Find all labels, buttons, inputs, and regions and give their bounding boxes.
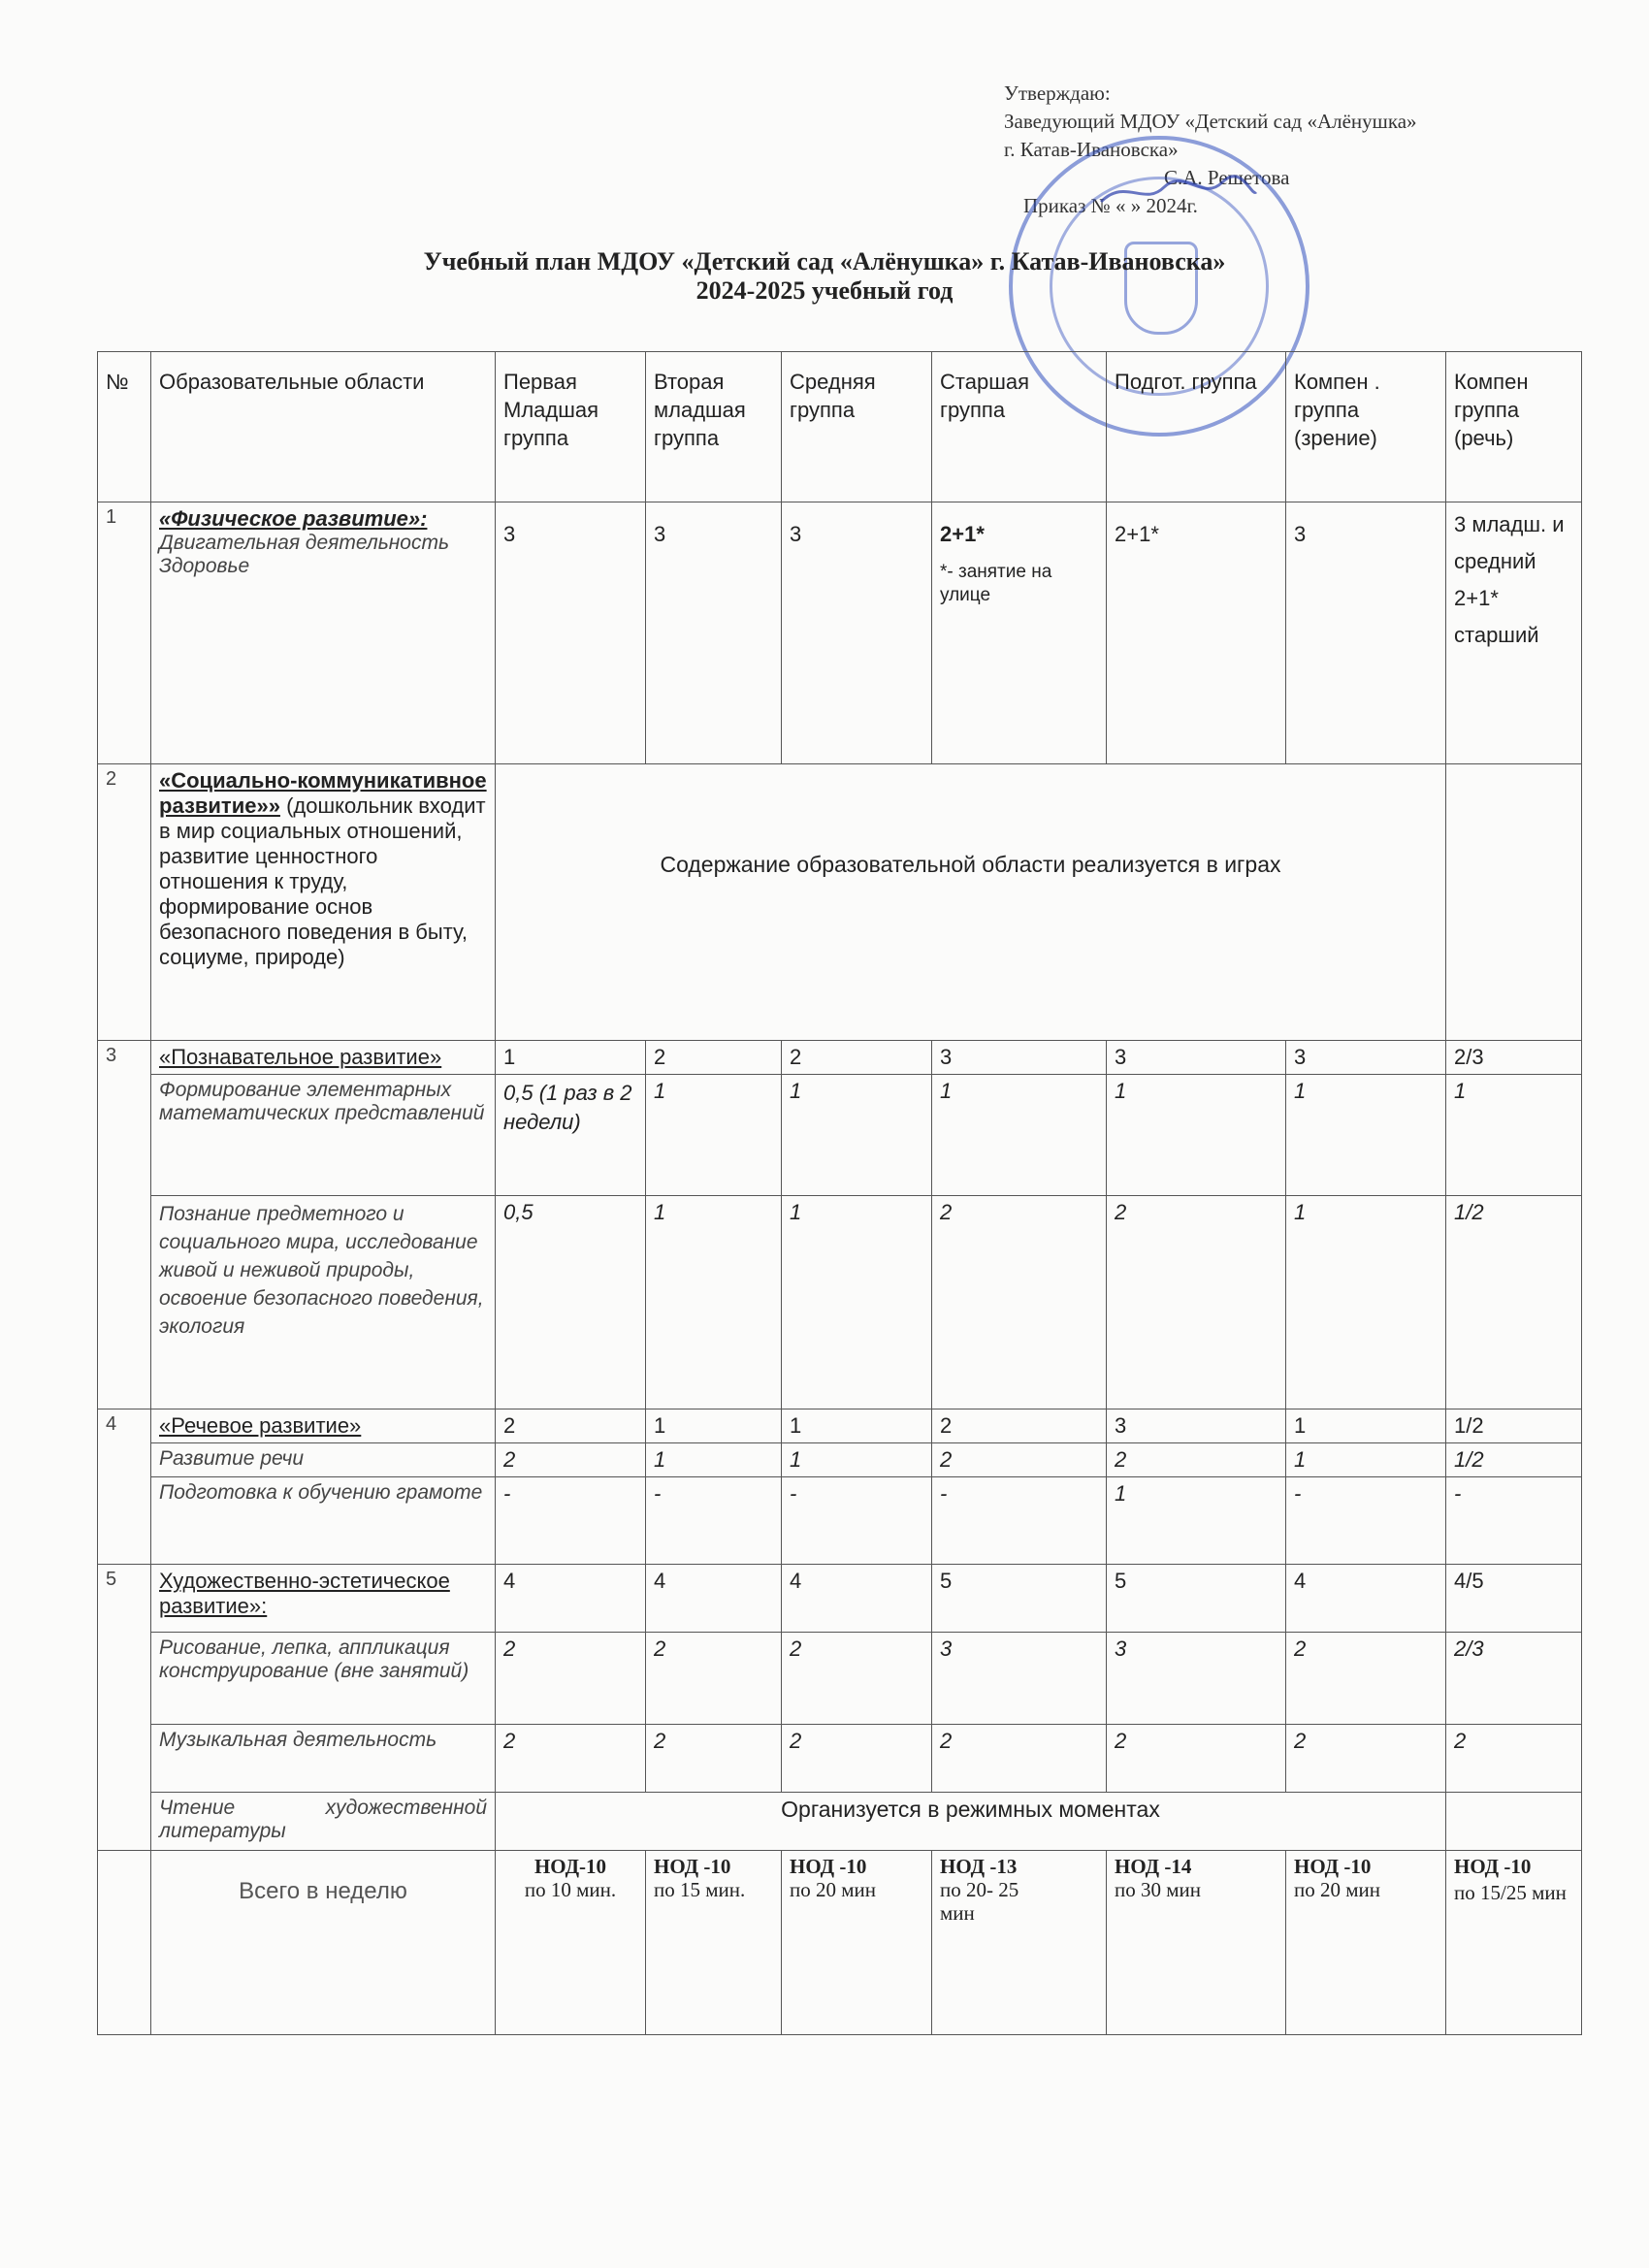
subarea-label: Познание предметного и социального мира, исследование живой и неживой природы, освоение безопасного поведения, экология [151, 1196, 496, 1409]
value-cell: 1 [646, 1443, 782, 1477]
nod-duration: по 15 мин. [654, 1878, 746, 1901]
row-speech-literacy [98, 1477, 1582, 1565]
nod-count: НОД -10 [1454, 1855, 1532, 1878]
value-cell: 3 [932, 1041, 1107, 1075]
row-number: 3 [98, 1041, 151, 1409]
value-cell: 2 [646, 1633, 782, 1725]
value-cell: 3 [1286, 1041, 1446, 1075]
header-group-6: Компен . группа (зрение) [1286, 352, 1446, 502]
value-cell: 3 младш. и средний 2+1* старший [1446, 502, 1582, 764]
subarea-label: Рисование, лепка, аппликация конструирование (вне занятий) [151, 1633, 496, 1725]
value-cell: 5 [1107, 1565, 1286, 1633]
nod-count: НОД -14 [1115, 1855, 1192, 1878]
value-cell: 2 [932, 1196, 1107, 1409]
value-cell: 3 [1107, 1633, 1286, 1725]
approval-line-2: Заведующий МДОУ «Детский сад «Алёнушка» [1004, 110, 1417, 133]
value-cell: 5 [932, 1565, 1107, 1633]
row-cognitive-world [98, 1196, 1582, 1409]
subarea-label: Формирование элементарных математических представлений [151, 1075, 496, 1196]
subarea-label: Подготовка к обучению грамоте [151, 1477, 496, 1565]
value-cell: - [1286, 1477, 1446, 1565]
value-cell: 1 [1107, 1477, 1286, 1565]
nod-count: НОД-10 [534, 1855, 607, 1878]
nod-count: НОД -10 [790, 1855, 867, 1878]
value-cell: 2 [1286, 1725, 1446, 1793]
value-cell: 2 [496, 1409, 646, 1443]
value-cell: 1 [782, 1075, 932, 1196]
row-number: 2 [98, 764, 151, 1041]
value-cell: 2 [782, 1041, 932, 1075]
merged-cell: Содержание образовательной области реализуется в играх [496, 764, 1446, 1041]
header-areas: Образовательные области [151, 352, 496, 502]
row-physical [98, 502, 1582, 764]
value-cell: 1 [1107, 1075, 1286, 1196]
value-cell: 1 [646, 1075, 782, 1196]
value-cell: 2 [646, 1725, 782, 1793]
title-line-1: Учебный план МДОУ «Детский сад «Алёнушка» г. Катав-Ивановска» [423, 247, 1226, 275]
value-cell: 4 [646, 1565, 782, 1633]
total-cell [1286, 1851, 1446, 2035]
approval-line-3: г. Катав-Ивановска» [1004, 138, 1179, 161]
header-group-4: Старшая группа [932, 352, 1107, 502]
area-title: «Физическое развитие»: [159, 506, 428, 531]
area-title: Художественно-эстетическое развитие»: [151, 1565, 496, 1633]
value-cell: 2 [1446, 1725, 1582, 1793]
value-cell: 2 [1107, 1443, 1286, 1477]
subarea-label: Чтение художественной литературы [151, 1793, 496, 1851]
value-cell: 4 [1286, 1565, 1446, 1633]
value-cell: 1 [1286, 1196, 1446, 1409]
value-cell: 1 [646, 1196, 782, 1409]
value-cell: 3 [782, 502, 932, 764]
total-cell [1446, 1851, 1582, 2035]
row-art-reading [98, 1793, 1582, 1851]
value-cell: 4 [782, 1565, 932, 1633]
row-cognitive [98, 1041, 1582, 1075]
document-title [194, 247, 1455, 306]
header-number: № [98, 352, 151, 502]
value-cell: 2 [496, 1725, 646, 1793]
nod-duration: по 20 мин [790, 1878, 877, 1901]
value-cell: 4/5 [1446, 1565, 1582, 1633]
value-cell: 3 [1286, 502, 1446, 764]
signature-icon [1096, 173, 1261, 211]
nod-duration: по 20- 25 мин [940, 1878, 1019, 1925]
header-group-7: Компен группа (речь) [1446, 352, 1582, 502]
value-cell: 1/2 [1446, 1443, 1582, 1477]
nod-count: НОД -10 [1294, 1855, 1372, 1878]
value-cell: 3 [646, 502, 782, 764]
value-cell: 1 [1286, 1409, 1446, 1443]
empty-cell [1446, 764, 1582, 1041]
total-cell [932, 1851, 1107, 2035]
row-number: 1 [98, 502, 151, 764]
value-cell: 2 [932, 1443, 1107, 1477]
value-cell: - [782, 1477, 932, 1565]
value-cell: 3 [1107, 1409, 1286, 1443]
total-cell [496, 1851, 646, 2035]
value-cell: 2 [1107, 1725, 1286, 1793]
value-cell: 2 [496, 1443, 646, 1477]
value-cell: - [496, 1477, 646, 1565]
merged-cell: Организуется в режимных моментах [496, 1793, 1446, 1851]
header-group-1: Первая Младшая группа [496, 352, 646, 502]
area-subtitle: Двигательная деятельность Здоровье [159, 532, 450, 577]
area-title: «Социально-коммуникативное развитие»» [159, 768, 487, 818]
row-number: 4 [98, 1409, 151, 1565]
value-text: 2+1* [940, 522, 985, 546]
value-cell: 1 [646, 1409, 782, 1443]
value-cell: 2+1* [1107, 502, 1286, 764]
total-label: Всего в неделю [151, 1851, 496, 2035]
area-title: «Познавательное развитие» [151, 1041, 496, 1075]
row-art [98, 1565, 1582, 1633]
value-cell: 2/3 [1446, 1041, 1582, 1075]
value-cell: 3 [932, 1633, 1107, 1725]
value-cell: 1/2 [1446, 1196, 1582, 1409]
header-row [98, 352, 1582, 502]
empty-cell [1446, 1793, 1582, 1851]
nod-count: НОД -13 [940, 1855, 1018, 1878]
approval-line-4: С.А. Решетова [1164, 166, 1290, 189]
row-art-music [98, 1725, 1582, 1793]
value-cell: 3 [496, 502, 646, 764]
value-cell: 2 [932, 1725, 1107, 1793]
value-cell: 4 [496, 1565, 646, 1633]
total-cell [646, 1851, 782, 2035]
title-line-2: 2024-2025 учебный год [695, 276, 954, 305]
value-cell: 3 [1107, 1041, 1286, 1075]
subarea-label: Развитие речи [151, 1443, 496, 1477]
nod-duration: по 10 мин. [524, 1878, 617, 1901]
value-cell: - [646, 1477, 782, 1565]
value-cell: 1 [932, 1075, 1107, 1196]
nod-duration: по 30 мин [1115, 1878, 1202, 1901]
header-group-3: Средняя группа [782, 352, 932, 502]
row-cognitive-math [98, 1075, 1582, 1196]
footnote: *- занятие на улице [940, 562, 1052, 605]
value-cell: - [1446, 1477, 1582, 1565]
value-cell: 1 [496, 1041, 646, 1075]
area-description: (дошкольник входит в мир социальных отношений, развитие ценностного отношения к труду, формирование основ безопасного поведения в быту, социуме, природе) [159, 794, 486, 969]
area-title: «Речевое развитие» [151, 1409, 496, 1443]
value-cell: 2 [932, 1409, 1107, 1443]
curriculum-table [97, 351, 1582, 2035]
area-cell [151, 502, 496, 764]
header-group-5: Подгот. группа [1107, 352, 1286, 502]
approval-line-5: Приказ № « » 2024г. [1023, 194, 1198, 217]
nod-duration: по 15/25 мин [1454, 1881, 1567, 1904]
total-cell [1107, 1851, 1286, 2035]
total-cell [782, 1851, 932, 2035]
header-group-2: Вторая младшая группа [646, 352, 782, 502]
empty-cell [98, 1851, 151, 2035]
nod-duration: по 20 мин [1294, 1878, 1381, 1901]
value-cell: 2 [1107, 1196, 1286, 1409]
value-cell: 2 [496, 1633, 646, 1725]
area-cell [151, 764, 496, 1041]
value-cell: 2/3 [1446, 1633, 1582, 1725]
value-cell: 1 [782, 1443, 932, 1477]
value-cell: 2 [782, 1725, 932, 1793]
value-cell: 1 [1286, 1443, 1446, 1477]
approval-line-1: Утверждаю: [1004, 81, 1111, 105]
value-cell: 1 [782, 1196, 932, 1409]
row-art-drawing [98, 1633, 1582, 1725]
row-social [98, 764, 1582, 1041]
row-total [98, 1851, 1582, 2035]
value-cell [932, 502, 1107, 764]
value-cell: - [932, 1477, 1107, 1565]
value-cell: 0,5 [496, 1196, 646, 1409]
subarea-label: Музыкальная деятельность [151, 1725, 496, 1793]
row-speech-dev [98, 1443, 1582, 1477]
value-cell: 2 [646, 1041, 782, 1075]
value-cell: 1/2 [1446, 1409, 1582, 1443]
row-speech [98, 1409, 1582, 1443]
value-cell: 1 [782, 1409, 932, 1443]
value-cell: 0,5 (1 раз в 2 недели) [496, 1075, 646, 1196]
nod-count: НОД -10 [654, 1855, 731, 1878]
row-number: 5 [98, 1565, 151, 1851]
value-cell: 1 [1286, 1075, 1446, 1196]
value-cell: 1 [1446, 1075, 1582, 1196]
value-cell: 2 [782, 1633, 932, 1725]
value-cell: 2 [1286, 1633, 1446, 1725]
